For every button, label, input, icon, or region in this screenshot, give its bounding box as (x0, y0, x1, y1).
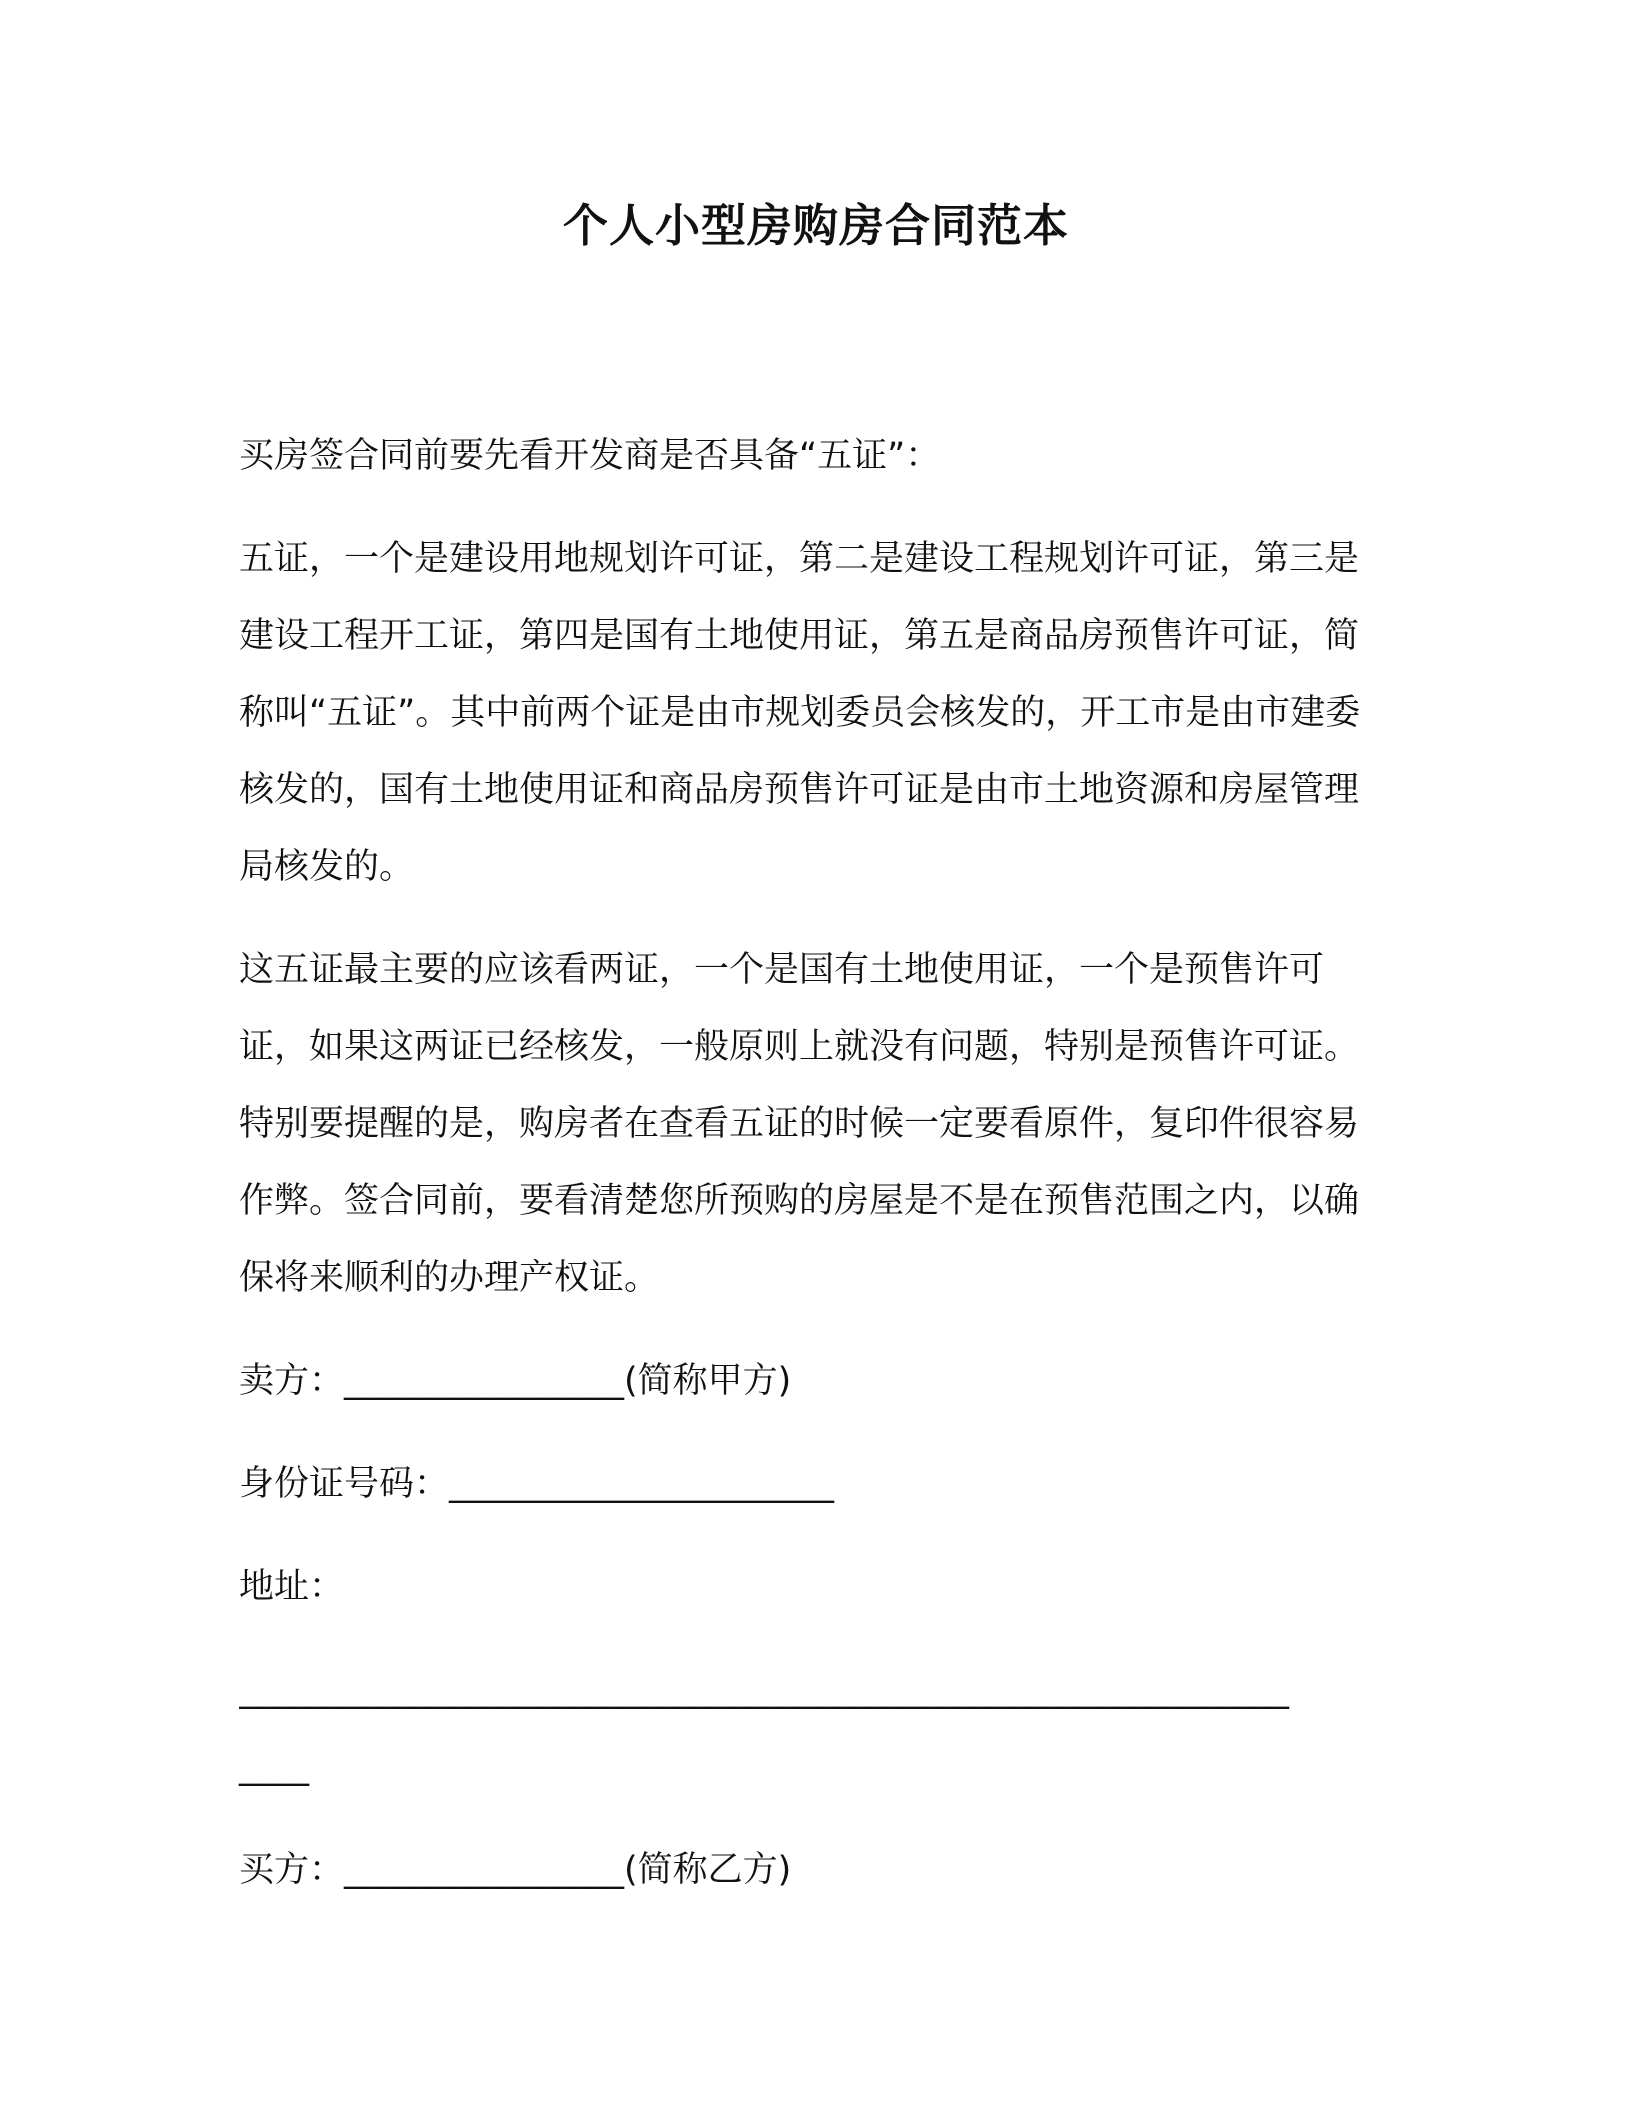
document-title: 个人小型房购房合同范本 (562, 199, 1069, 252)
seller-suffix: (简称甲方) (624, 1361, 792, 1401)
buyer-field (239, 1832, 1369, 1909)
key-certificates-paragraph: 这五证最主要的应该看两证，一个是国有土地使用证，一个是预售许可证，如果这两证已经核发，一般原则上就没有问题，特别是预售许可证。特别要提醒的是，购房者在查看五证的时候一定要看原件，复印件很容易作弊。签合同前，要看清楚您所预购的房屋是不是在预售范围之内，以确保将来顺利的办理产权证。 (239, 950, 1360, 1298)
address-label: 地址： (239, 1567, 345, 1607)
buyer-blank: ________________ (344, 1850, 625, 1890)
intro-paragraph: 买房签合同前要先看开发商是否具备“五证”： (239, 436, 941, 476)
address-blank-1: ____________________________________________________________ (239, 1670, 1289, 1710)
id-number-blank: ______________________ (449, 1464, 835, 1504)
address-blank-line-1 (239, 1652, 1369, 1729)
five-certificates-paragraph: 五证，一个是建设用地规划许可证，第二是建设工程规划许可证，第三是建设工程开工证，第四是国有土地使用证，第五是商品房预售许可证，简称叫“五证”。其中前两个证是由市规划委员会核发的，开工市是由市建委核发的，国有土地使用证和商品房预售许可证是由市土地资源和房屋管理局核发的。 (239, 539, 1361, 887)
seller-label: 卖方： (239, 1361, 345, 1401)
seller-blank: ________________ (344, 1361, 625, 1401)
buyer-label: 买方： (239, 1850, 345, 1890)
buyer-suffix: (简称乙方) (624, 1850, 792, 1890)
document-body (239, 418, 1369, 1935)
address-field (239, 1549, 1369, 1626)
id-number-field (239, 1446, 1369, 1523)
id-number-label: 身份证号码： (239, 1464, 450, 1504)
address-blank-2: ____ (239, 1747, 309, 1787)
seller-field (239, 1343, 1369, 1420)
address-blank-line-2 (239, 1729, 1369, 1806)
